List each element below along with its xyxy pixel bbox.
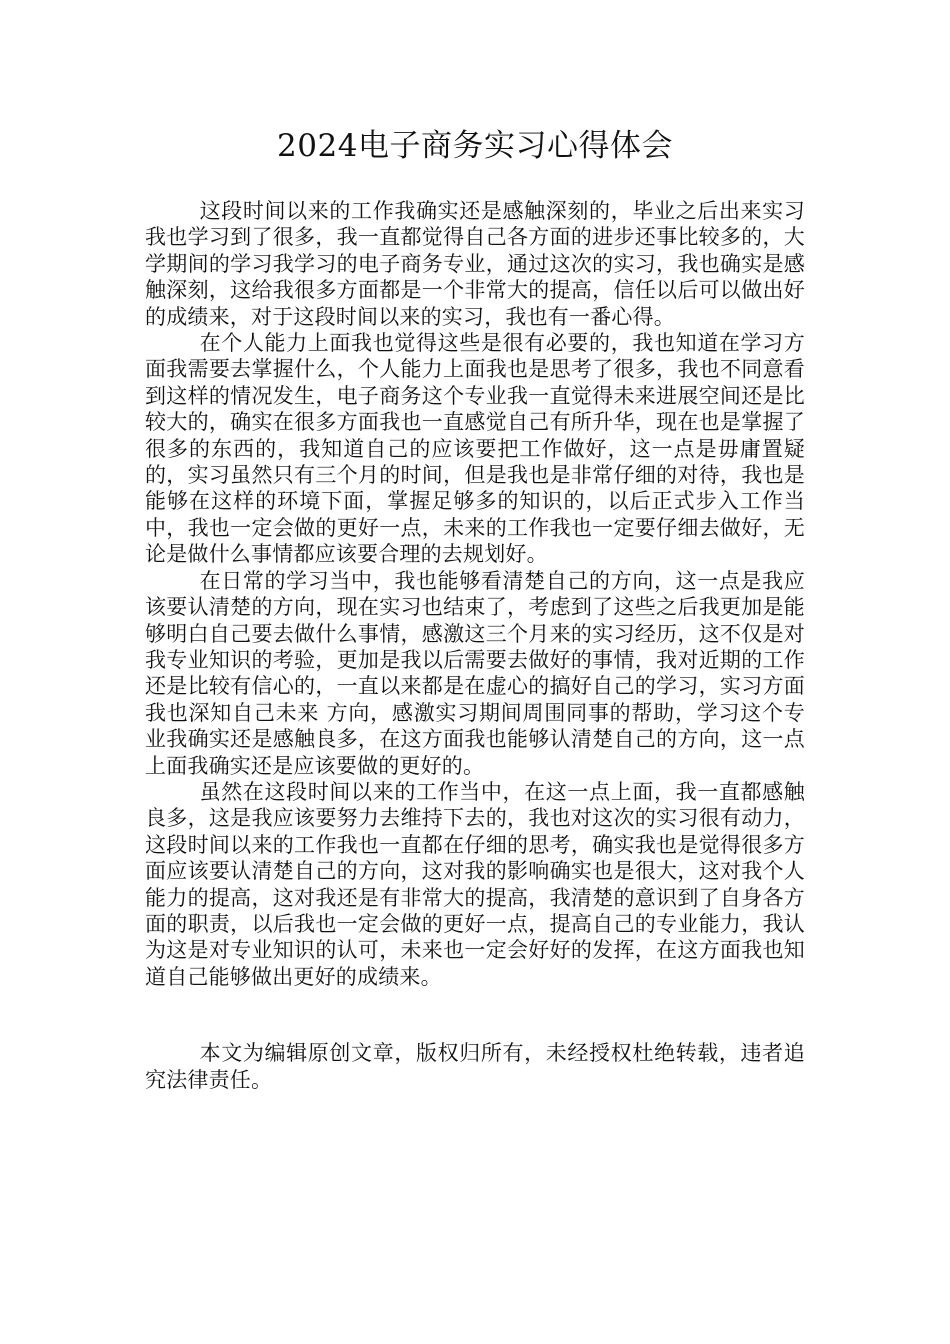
paragraph-2: 在个人能力上面我也觉得这些是很有必要的，我也知道在学习方面我需要去掌握什么，个人能力上面我也是思考了很多，我也不同意看到这样的情况发生，电子商务这个专业我一直觉得未来进展空间还是比较大的，确实在很多方面我也一直感觉自己有所升华，现在也是掌握了很多的东西的，我知道自己的应该要把工作做好，这一点是毋庸置疑的，实习虽然只有三个月的时间，但是我也是非常仔细的对待，我也是能够在这样的环境下面，掌握足够多的知识的，以后正式步入工作当中，我也一定会做的更好一点，未来的工作我也一定要仔细去做好，无论是做什么事情都应该要合理的去规划好。 — [145, 331, 805, 567]
paragraph-3: 在日常的学习当中，我也能够看清楚自己的方向，这一点是我应该要认清楚的方向，现在实习也结束了，考虑到了这些之后我更加是能够明白自己要去做什么事情，感激这三个月来的实习经历，这不仅是对我专业知识的考验，更加是我以后需要去做好的事情，我对近期的工作还是比较有信心的，一直以来都是在虚心的搞好自己的学习，实习方面我也深知自己未来 方向，感激实习期间周围同事的帮助，学习这个专业我确实还是感触良多，在这方面我也能够认清楚自己的方向，这一点上面我确实还是应该要做的更好的。 — [145, 568, 805, 778]
document-body — [145, 198, 805, 1093]
paragraph-1: 这段时间以来的工作我确实还是感触深刻的，毕业之后出来实习我也学习到了很多，我一直都觉得自己各方面的进步还事比较多的，大学期间的学习我学习的电子商务专业，通过这次的实习，我也确实是感触深刻，这给我很多方面都是一个非常大的提高，信任以后可以做出好的成绩来，对于这段时间以来的实习，我也有一番心得。 — [145, 199, 805, 329]
blank-space — [145, 990, 805, 1040]
copyright-notice: 本文为编辑原创文章，版权归所有，未经授权杜绝转载，违者追究法律责任。 — [145, 1041, 805, 1092]
document-title: 2024电子商务实习心得体会 — [277, 128, 673, 164]
paragraph-4: 虽然在这段时间以来的工作当中，在这一点上面，我一直都感触良多，这是我应该要努力去维持下去的，我也对这次的实习很有动力，这段时间以来的工作我也一直都在仔细的思考，确实我也是觉得很多方面应该要认清楚自己的方向，这对我的影响确实也是很大，这对我个人能力的提高，这对我还是有非常大的提高，我清楚的意识到了自身各方面的职责，以后我也一定会做的更好一点，提高自己的专业能力，我认为这是对专业知识的认可，未来也一定会好好的发挥，在这方面我也知道自己能够做出更好的成绩来。 — [145, 779, 805, 989]
